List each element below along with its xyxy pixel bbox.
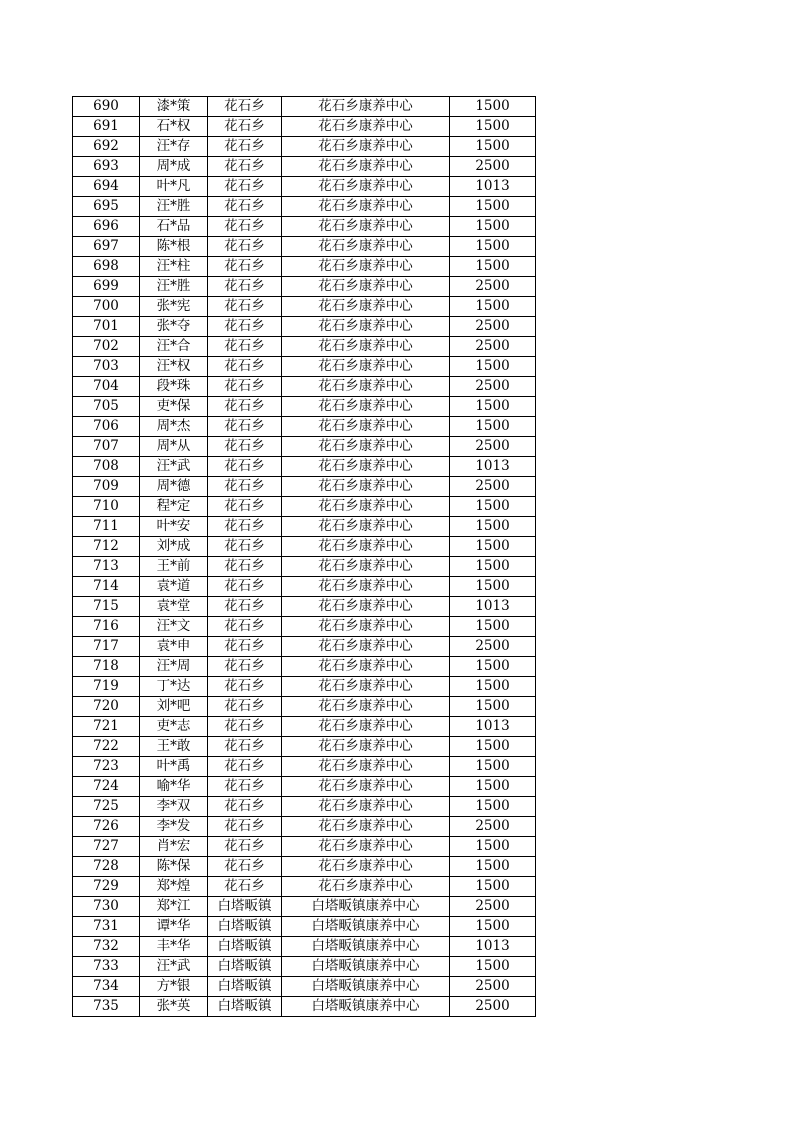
center-cell: 花石乡康养中心 <box>282 257 450 277</box>
name-cell: 李*发 <box>140 817 208 837</box>
center-cell: 白塔畈镇康养中心 <box>282 897 450 917</box>
row-number-cell: 700 <box>73 297 140 317</box>
amount-cell: 1500 <box>450 737 536 757</box>
table-row <box>73 157 536 177</box>
row-number-cell: 714 <box>73 577 140 597</box>
table-row <box>73 977 536 997</box>
table-row <box>73 757 536 777</box>
table-row <box>73 437 536 457</box>
table-row <box>73 917 536 937</box>
name-cell: 周*从 <box>140 437 208 457</box>
amount-cell: 2500 <box>450 377 536 397</box>
table-row <box>73 357 536 377</box>
township-cell: 花石乡 <box>208 737 282 757</box>
township-cell: 花石乡 <box>208 477 282 497</box>
township-cell: 花石乡 <box>208 717 282 737</box>
township-cell: 花石乡 <box>208 577 282 597</box>
center-cell: 花石乡康养中心 <box>282 477 450 497</box>
row-number-cell: 722 <box>73 737 140 757</box>
township-cell: 花石乡 <box>208 237 282 257</box>
row-number-cell: 733 <box>73 957 140 977</box>
name-cell: 李*双 <box>140 797 208 817</box>
table-row <box>73 117 536 137</box>
township-cell: 花石乡 <box>208 757 282 777</box>
township-cell: 花石乡 <box>208 797 282 817</box>
name-cell: 张*宪 <box>140 297 208 317</box>
center-cell: 花石乡康养中心 <box>282 617 450 637</box>
table-row <box>73 637 536 657</box>
township-cell: 花石乡 <box>208 657 282 677</box>
row-number-cell: 706 <box>73 417 140 437</box>
center-cell: 花石乡康养中心 <box>282 677 450 697</box>
row-number-cell: 723 <box>73 757 140 777</box>
center-cell: 花石乡康养中心 <box>282 377 450 397</box>
row-number-cell: 725 <box>73 797 140 817</box>
township-cell: 花石乡 <box>208 337 282 357</box>
township-cell: 花石乡 <box>208 297 282 317</box>
row-number-cell: 732 <box>73 937 140 957</box>
row-number-cell: 701 <box>73 317 140 337</box>
row-number-cell: 691 <box>73 117 140 137</box>
name-cell: 刘*吧 <box>140 697 208 717</box>
row-number-cell: 709 <box>73 477 140 497</box>
table-row <box>73 137 536 157</box>
table-row <box>73 877 536 897</box>
amount-cell: 1500 <box>450 417 536 437</box>
name-cell: 石*品 <box>140 217 208 237</box>
township-cell: 花石乡 <box>208 497 282 517</box>
table-row <box>73 717 536 737</box>
row-number-cell: 720 <box>73 697 140 717</box>
township-cell: 花石乡 <box>208 857 282 877</box>
center-cell: 白塔畈镇康养中心 <box>282 937 450 957</box>
row-number-cell: 717 <box>73 637 140 657</box>
table-row <box>73 197 536 217</box>
center-cell: 花石乡康养中心 <box>282 397 450 417</box>
name-cell: 喻*华 <box>140 777 208 797</box>
table-row <box>73 957 536 977</box>
row-number-cell: 729 <box>73 877 140 897</box>
table-row <box>73 937 536 957</box>
amount-cell: 1500 <box>450 877 536 897</box>
center-cell: 花石乡康养中心 <box>282 197 450 217</box>
name-cell: 汪*武 <box>140 957 208 977</box>
row-number-cell: 721 <box>73 717 140 737</box>
table-row <box>73 597 536 617</box>
row-number-cell: 711 <box>73 517 140 537</box>
row-number-cell: 695 <box>73 197 140 217</box>
amount-cell: 1500 <box>450 917 536 937</box>
row-number-cell: 713 <box>73 557 140 577</box>
center-cell: 白塔畈镇康养中心 <box>282 997 450 1017</box>
row-number-cell: 727 <box>73 837 140 857</box>
name-cell: 吏*保 <box>140 397 208 417</box>
amount-cell: 1500 <box>450 117 536 137</box>
center-cell: 花石乡康养中心 <box>282 637 450 657</box>
amount-cell: 1500 <box>450 517 536 537</box>
amount-cell: 1500 <box>450 697 536 717</box>
table-row <box>73 617 536 637</box>
center-cell: 花石乡康养中心 <box>282 697 450 717</box>
name-cell: 叶*凡 <box>140 177 208 197</box>
table-row <box>73 897 536 917</box>
center-cell: 花石乡康养中心 <box>282 817 450 837</box>
amount-cell: 1500 <box>450 557 536 577</box>
amount-cell: 2500 <box>450 437 536 457</box>
township-cell: 花石乡 <box>208 837 282 857</box>
amount-cell: 1500 <box>450 357 536 377</box>
center-cell: 花石乡康养中心 <box>282 137 450 157</box>
row-number-cell: 696 <box>73 217 140 237</box>
center-cell: 花石乡康养中心 <box>282 277 450 297</box>
amount-cell: 1500 <box>450 257 536 277</box>
name-cell: 周*杰 <box>140 417 208 437</box>
amount-cell: 1013 <box>450 717 536 737</box>
township-cell: 花石乡 <box>208 677 282 697</box>
center-cell: 花石乡康养中心 <box>282 717 450 737</box>
name-cell: 丰*华 <box>140 937 208 957</box>
table-row <box>73 97 536 117</box>
amount-cell: 1500 <box>450 577 536 597</box>
table-row <box>73 737 536 757</box>
row-number-cell: 710 <box>73 497 140 517</box>
name-cell: 方*银 <box>140 977 208 997</box>
amount-cell: 2500 <box>450 637 536 657</box>
name-cell: 汪*胜 <box>140 277 208 297</box>
name-cell: 汪*武 <box>140 457 208 477</box>
name-cell: 汪*文 <box>140 617 208 637</box>
amount-cell: 1500 <box>450 217 536 237</box>
amount-cell: 2500 <box>450 997 536 1017</box>
amount-cell: 2500 <box>450 477 536 497</box>
center-cell: 花石乡康养中心 <box>282 317 450 337</box>
name-cell: 王*前 <box>140 557 208 577</box>
name-cell: 周*成 <box>140 157 208 177</box>
table-row <box>73 217 536 237</box>
row-number-cell: 703 <box>73 357 140 377</box>
name-cell: 周*德 <box>140 477 208 497</box>
row-number-cell: 728 <box>73 857 140 877</box>
table-row <box>73 817 536 837</box>
center-cell: 花石乡康养中心 <box>282 297 450 317</box>
township-cell: 白塔畈镇 <box>208 897 282 917</box>
township-cell: 花石乡 <box>208 417 282 437</box>
name-cell: 汪*周 <box>140 657 208 677</box>
table-body <box>73 97 536 1017</box>
name-cell: 袁*申 <box>140 637 208 657</box>
center-cell: 花石乡康养中心 <box>282 757 450 777</box>
table-row <box>73 277 536 297</box>
township-cell: 花石乡 <box>208 777 282 797</box>
name-cell: 段*珠 <box>140 377 208 397</box>
amount-cell: 2500 <box>450 337 536 357</box>
table-row <box>73 677 536 697</box>
township-cell: 花石乡 <box>208 597 282 617</box>
township-cell: 花石乡 <box>208 277 282 297</box>
row-number-cell: 694 <box>73 177 140 197</box>
table-row <box>73 697 536 717</box>
center-cell: 花石乡康养中心 <box>282 517 450 537</box>
township-cell: 花石乡 <box>208 637 282 657</box>
township-cell: 花石乡 <box>208 137 282 157</box>
center-cell: 花石乡康养中心 <box>282 577 450 597</box>
name-cell: 石*权 <box>140 117 208 137</box>
amount-cell: 1013 <box>450 597 536 617</box>
center-cell: 白塔畈镇康养中心 <box>282 957 450 977</box>
name-cell: 漆*策 <box>140 97 208 117</box>
row-number-cell: 690 <box>73 97 140 117</box>
township-cell: 花石乡 <box>208 537 282 557</box>
name-cell: 张*英 <box>140 997 208 1017</box>
name-cell: 陈*保 <box>140 857 208 877</box>
center-cell: 花石乡康养中心 <box>282 597 450 617</box>
amount-cell: 2500 <box>450 897 536 917</box>
name-cell: 肖*宏 <box>140 837 208 857</box>
center-cell: 花石乡康养中心 <box>282 737 450 757</box>
amount-cell: 1500 <box>450 197 536 217</box>
row-number-cell: 724 <box>73 777 140 797</box>
amount-cell: 1500 <box>450 537 536 557</box>
township-cell: 花石乡 <box>208 357 282 377</box>
row-number-cell: 715 <box>73 597 140 617</box>
table-row <box>73 457 536 477</box>
name-cell: 吏*志 <box>140 717 208 737</box>
township-cell: 花石乡 <box>208 317 282 337</box>
amount-cell: 1013 <box>450 177 536 197</box>
name-cell: 郑*煌 <box>140 877 208 897</box>
row-number-cell: 735 <box>73 997 140 1017</box>
center-cell: 花石乡康养中心 <box>282 457 450 477</box>
name-cell: 叶*安 <box>140 517 208 537</box>
township-cell: 花石乡 <box>208 397 282 417</box>
township-cell: 白塔畈镇 <box>208 937 282 957</box>
amount-cell: 1500 <box>450 757 536 777</box>
amount-cell: 2500 <box>450 157 536 177</box>
amount-cell: 2500 <box>450 317 536 337</box>
row-number-cell: 730 <box>73 897 140 917</box>
township-cell: 花石乡 <box>208 97 282 117</box>
amount-cell: 1500 <box>450 657 536 677</box>
center-cell: 花石乡康养中心 <box>282 437 450 457</box>
amount-cell: 1500 <box>450 677 536 697</box>
center-cell: 花石乡康养中心 <box>282 877 450 897</box>
township-cell: 花石乡 <box>208 877 282 897</box>
amount-cell: 2500 <box>450 277 536 297</box>
table-row <box>73 317 536 337</box>
amount-cell: 1500 <box>450 857 536 877</box>
table-row <box>73 417 536 437</box>
amount-cell: 1013 <box>450 457 536 477</box>
amount-cell: 2500 <box>450 977 536 997</box>
name-cell: 叶*禹 <box>140 757 208 777</box>
table-row <box>73 577 536 597</box>
table-row <box>73 397 536 417</box>
township-cell: 花石乡 <box>208 517 282 537</box>
township-cell: 花石乡 <box>208 117 282 137</box>
name-cell: 汪*合 <box>140 337 208 357</box>
name-cell: 丁*达 <box>140 677 208 697</box>
center-cell: 花石乡康养中心 <box>282 157 450 177</box>
name-cell: 郑*江 <box>140 897 208 917</box>
table-row <box>73 517 536 537</box>
row-number-cell: 716 <box>73 617 140 637</box>
township-cell: 花石乡 <box>208 437 282 457</box>
table-row <box>73 297 536 317</box>
row-number-cell: 698 <box>73 257 140 277</box>
amount-cell: 1500 <box>450 297 536 317</box>
name-cell: 谭*华 <box>140 917 208 937</box>
township-cell: 花石乡 <box>208 817 282 837</box>
amount-cell: 1500 <box>450 137 536 157</box>
amount-cell: 2500 <box>450 817 536 837</box>
township-cell: 花石乡 <box>208 457 282 477</box>
amount-cell: 1500 <box>450 777 536 797</box>
table-row <box>73 557 536 577</box>
row-number-cell: 704 <box>73 377 140 397</box>
township-cell: 花石乡 <box>208 157 282 177</box>
amount-cell: 1500 <box>450 617 536 637</box>
row-number-cell: 693 <box>73 157 140 177</box>
center-cell: 花石乡康养中心 <box>282 97 450 117</box>
row-number-cell: 707 <box>73 437 140 457</box>
name-cell: 袁*道 <box>140 577 208 597</box>
table-row <box>73 857 536 877</box>
center-cell: 花石乡康养中心 <box>282 797 450 817</box>
amount-cell: 1500 <box>450 837 536 857</box>
center-cell: 花石乡康养中心 <box>282 857 450 877</box>
name-cell: 汪*存 <box>140 137 208 157</box>
center-cell: 花石乡康养中心 <box>282 777 450 797</box>
table-row <box>73 797 536 817</box>
name-cell: 张*夺 <box>140 317 208 337</box>
name-cell: 汪*胜 <box>140 197 208 217</box>
table-row <box>73 537 536 557</box>
amount-cell: 1500 <box>450 97 536 117</box>
amount-cell: 1500 <box>450 957 536 977</box>
row-number-cell: 702 <box>73 337 140 357</box>
name-cell: 汪*柱 <box>140 257 208 277</box>
amount-cell: 1500 <box>450 797 536 817</box>
name-cell: 袁*堂 <box>140 597 208 617</box>
data-table <box>72 96 536 1017</box>
table-row <box>73 777 536 797</box>
row-number-cell: 726 <box>73 817 140 837</box>
row-number-cell: 718 <box>73 657 140 677</box>
table-row <box>73 497 536 517</box>
township-cell: 白塔畈镇 <box>208 997 282 1017</box>
township-cell: 花石乡 <box>208 217 282 237</box>
center-cell: 花石乡康养中心 <box>282 557 450 577</box>
amount-cell: 1013 <box>450 937 536 957</box>
township-cell: 花石乡 <box>208 257 282 277</box>
row-number-cell: 734 <box>73 977 140 997</box>
township-cell: 白塔畈镇 <box>208 957 282 977</box>
center-cell: 花石乡康养中心 <box>282 497 450 517</box>
table-row <box>73 997 536 1017</box>
township-cell: 白塔畈镇 <box>208 917 282 937</box>
center-cell: 花石乡康养中心 <box>282 657 450 677</box>
center-cell: 花石乡康养中心 <box>282 837 450 857</box>
row-number-cell: 708 <box>73 457 140 477</box>
township-cell: 花石乡 <box>208 617 282 637</box>
name-cell: 汪*权 <box>140 357 208 377</box>
center-cell: 花石乡康养中心 <box>282 177 450 197</box>
township-cell: 花石乡 <box>208 197 282 217</box>
name-cell: 程*定 <box>140 497 208 517</box>
center-cell: 花石乡康养中心 <box>282 217 450 237</box>
township-cell: 花石乡 <box>208 177 282 197</box>
table-row <box>73 477 536 497</box>
center-cell: 花石乡康养中心 <box>282 357 450 377</box>
row-number-cell: 699 <box>73 277 140 297</box>
center-cell: 白塔畈镇康养中心 <box>282 917 450 937</box>
name-cell: 刘*成 <box>140 537 208 557</box>
table-row <box>73 657 536 677</box>
township-cell: 花石乡 <box>208 377 282 397</box>
table-row <box>73 177 536 197</box>
table-row <box>73 257 536 277</box>
row-number-cell: 705 <box>73 397 140 417</box>
row-number-cell: 719 <box>73 677 140 697</box>
amount-cell: 1500 <box>450 497 536 517</box>
center-cell: 白塔畈镇康养中心 <box>282 977 450 997</box>
center-cell: 花石乡康养中心 <box>282 237 450 257</box>
row-number-cell: 712 <box>73 537 140 557</box>
table-row <box>73 337 536 357</box>
row-number-cell: 731 <box>73 917 140 937</box>
row-number-cell: 692 <box>73 137 140 157</box>
center-cell: 花石乡康养中心 <box>282 537 450 557</box>
township-cell: 白塔畈镇 <box>208 977 282 997</box>
township-cell: 花石乡 <box>208 557 282 577</box>
amount-cell: 1500 <box>450 397 536 417</box>
township-cell: 花石乡 <box>208 697 282 717</box>
table-row <box>73 837 536 857</box>
center-cell: 花石乡康养中心 <box>282 417 450 437</box>
table-row <box>73 237 536 257</box>
amount-cell: 1500 <box>450 237 536 257</box>
row-number-cell: 697 <box>73 237 140 257</box>
center-cell: 花石乡康养中心 <box>282 117 450 137</box>
table-row <box>73 377 536 397</box>
name-cell: 陈*根 <box>140 237 208 257</box>
center-cell: 花石乡康养中心 <box>282 337 450 357</box>
name-cell: 王*敢 <box>140 737 208 757</box>
